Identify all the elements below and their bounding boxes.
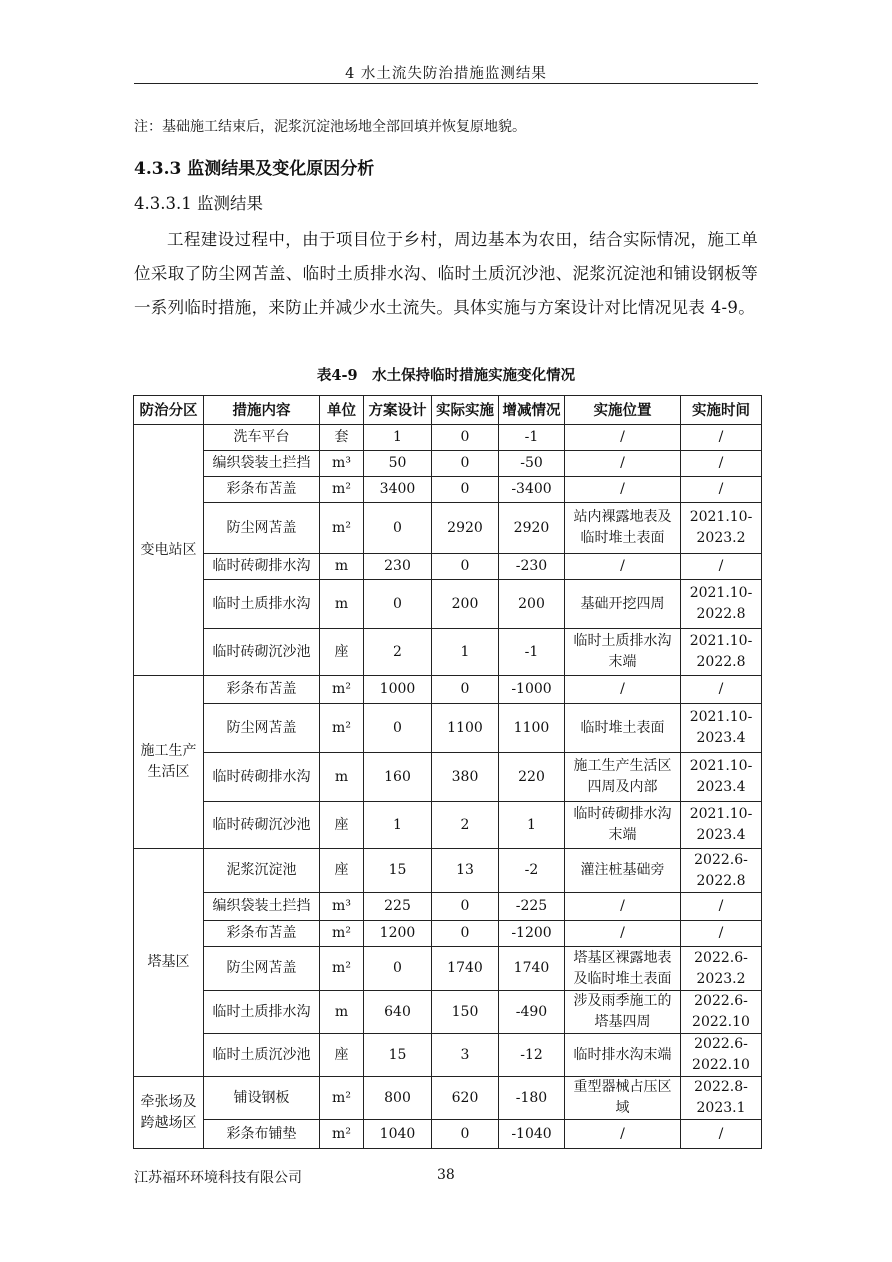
- measures-table: [133, 395, 762, 1149]
- location-cell: 灌注桩基础旁: [565, 849, 681, 893]
- time-cell: 2022.6-2022.10: [681, 991, 762, 1034]
- plan-cell: 640: [364, 991, 432, 1034]
- table-row: [134, 477, 762, 503]
- time-cell: /: [681, 425, 762, 451]
- time-cell: 2021.10-2023.4: [681, 753, 762, 802]
- plan-cell: 160: [364, 753, 432, 802]
- measure-cell: 彩条布苫盖: [204, 921, 320, 947]
- header-cell: 实施位置: [565, 396, 681, 425]
- location-cell: /: [565, 477, 681, 503]
- actual-cell: 13: [432, 849, 499, 893]
- table-caption: 表4-9 水土保持临时措施实施变化情况: [316, 367, 576, 384]
- change-cell: 2920: [499, 503, 565, 554]
- header-cell: 单位: [320, 396, 364, 425]
- plan-cell: 2: [364, 629, 432, 676]
- unit-cell: 座: [320, 849, 364, 893]
- time-cell: 2022.6-2023.2: [681, 947, 762, 991]
- measure-cell: 临时土质沉沙池: [204, 1034, 320, 1077]
- location-cell: 塔基区裸露地表及临时堆土表面: [565, 947, 681, 991]
- measure-cell: 临时土质排水沟: [204, 580, 320, 629]
- actual-cell: 0: [432, 676, 499, 704]
- location-cell: 临时砖砌排水沟末端: [565, 802, 681, 849]
- measure-cell: 临时砖砌排水沟: [204, 753, 320, 802]
- actual-cell: 380: [432, 753, 499, 802]
- change-cell: -1200: [499, 921, 565, 947]
- measure-cell: 防尘网苫盖: [204, 704, 320, 753]
- plan-cell: 1: [364, 802, 432, 849]
- plan-cell: 0: [364, 503, 432, 554]
- time-cell: /: [681, 676, 762, 704]
- actual-cell: 150: [432, 991, 499, 1034]
- time-cell: /: [681, 554, 762, 580]
- table-row: [134, 554, 762, 580]
- page-number: 38: [437, 1167, 455, 1183]
- unit-cell: m²: [320, 921, 364, 947]
- location-cell: 基础开挖四周: [565, 580, 681, 629]
- table-row: [134, 629, 762, 676]
- location-cell: /: [565, 893, 681, 921]
- change-cell: -230: [499, 554, 565, 580]
- zone-cell: 变电站区: [134, 425, 204, 676]
- time-cell: 2022.6-2022.8: [681, 849, 762, 893]
- table-row: [134, 425, 762, 451]
- measure-cell: 彩条布铺垫: [204, 1120, 320, 1149]
- actual-cell: 0: [432, 477, 499, 503]
- measure-cell: 临时砖砌沉沙池: [204, 629, 320, 676]
- plan-cell: 1: [364, 425, 432, 451]
- unit-cell: 座: [320, 802, 364, 849]
- actual-cell: 0: [432, 1120, 499, 1149]
- time-cell: 2021.10-2023.4: [681, 704, 762, 753]
- table-row: [134, 893, 762, 921]
- measure-cell: 防尘网苫盖: [204, 503, 320, 554]
- note-text: 注：基础施工结束后，泥浆沉淀池场地全部回填并恢复原地貌。: [134, 119, 526, 135]
- plan-cell: 225: [364, 893, 432, 921]
- unit-cell: m²: [320, 1077, 364, 1120]
- plan-cell: 0: [364, 947, 432, 991]
- measure-cell: 彩条布苫盖: [204, 477, 320, 503]
- actual-cell: 2: [432, 802, 499, 849]
- change-cell: -2: [499, 849, 565, 893]
- measure-cell: 铺设钢板: [204, 1077, 320, 1120]
- unit-cell: m²: [320, 477, 364, 503]
- time-cell: 2022.8-2023.1: [681, 1077, 762, 1120]
- measure-cell: 编织袋装土拦挡: [204, 451, 320, 477]
- unit-cell: m²: [320, 1120, 364, 1149]
- zone-cell: 施工生产生活区: [134, 676, 204, 849]
- change-cell: 200: [499, 580, 565, 629]
- change-cell: -490: [499, 991, 565, 1034]
- unit-cell: m²: [320, 947, 364, 991]
- actual-cell: 0: [432, 554, 499, 580]
- actual-cell: 0: [432, 893, 499, 921]
- table-row: [134, 704, 762, 753]
- measure-cell: 防尘网苫盖: [204, 947, 320, 991]
- table-row: [134, 676, 762, 704]
- header-divider: [134, 83, 758, 84]
- time-cell: /: [681, 921, 762, 947]
- actual-cell: 3: [432, 1034, 499, 1077]
- time-cell: 2021.10-2022.8: [681, 629, 762, 676]
- actual-cell: 2920: [432, 503, 499, 554]
- location-cell: 临时土质排水沟末端: [565, 629, 681, 676]
- page-header-title: 4 水土流失防治措施监测结果: [345, 66, 547, 82]
- measure-cell: 临时砖砌排水沟: [204, 554, 320, 580]
- plan-cell: 3400: [364, 477, 432, 503]
- time-cell: /: [681, 1120, 762, 1149]
- section-subheading: 4.3.3.1 监测结果: [134, 194, 263, 213]
- unit-cell: m³: [320, 451, 364, 477]
- unit-cell: m³: [320, 893, 364, 921]
- unit-cell: 座: [320, 1034, 364, 1077]
- table-row: [134, 1120, 762, 1149]
- actual-cell: 0: [432, 451, 499, 477]
- table-row: [134, 1077, 762, 1120]
- body-paragraph: 工程建设过程中，由于项目位于乡村，周边基本为农田，结合实际情况，施工单位采取了防尘网苫盖、临时土质排水沟、临时土质沉沙池、泥浆沉淀池和铺设钢板等一系列临时措施，来防止并减少水土流失。具体实施与方案设计对比情况见表 4-9。: [134, 230, 758, 317]
- header-cell: 措施内容: [204, 396, 320, 425]
- table-row: [134, 1034, 762, 1077]
- plan-cell: 0: [364, 580, 432, 629]
- measure-cell: 泥浆沉淀池: [204, 849, 320, 893]
- plan-cell: 230: [364, 554, 432, 580]
- change-cell: 220: [499, 753, 565, 802]
- location-cell: /: [565, 425, 681, 451]
- time-cell: /: [681, 477, 762, 503]
- actual-cell: 1: [432, 629, 499, 676]
- unit-cell: m²: [320, 503, 364, 554]
- time-cell: 2021.10-2023.4: [681, 802, 762, 849]
- unit-cell: m: [320, 580, 364, 629]
- actual-cell: 620: [432, 1077, 499, 1120]
- time-cell: 2021.10-2022.8: [681, 580, 762, 629]
- location-cell: 站内裸露地表及临时堆土表面: [565, 503, 681, 554]
- plan-cell: 15: [364, 1034, 432, 1077]
- location-cell: /: [565, 1120, 681, 1149]
- table-row: [134, 991, 762, 1034]
- table-row: [134, 849, 762, 893]
- change-cell: -180: [499, 1077, 565, 1120]
- table-row: [134, 753, 762, 802]
- zone-cell: 塔基区: [134, 849, 204, 1077]
- location-cell: /: [565, 554, 681, 580]
- location-cell: 临时堆土表面: [565, 704, 681, 753]
- zone-cell: 牵张场及跨越场区: [134, 1077, 204, 1149]
- table-header-row: [134, 396, 762, 425]
- unit-cell: m: [320, 753, 364, 802]
- section-heading: 4.3.3 监测结果及变化原因分析: [134, 159, 375, 179]
- actual-cell: 1100: [432, 704, 499, 753]
- location-cell: 施工生产生活区四周及内部: [565, 753, 681, 802]
- header-cell: 防治分区: [134, 396, 204, 425]
- change-cell: -50: [499, 451, 565, 477]
- actual-cell: 200: [432, 580, 499, 629]
- header-cell: 增减情况: [499, 396, 565, 425]
- plan-cell: 0: [364, 704, 432, 753]
- table-row: [134, 921, 762, 947]
- location-cell: /: [565, 451, 681, 477]
- measure-cell: 临时土质排水沟: [204, 991, 320, 1034]
- change-cell: -3400: [499, 477, 565, 503]
- header-cell: 实际实施: [432, 396, 499, 425]
- change-cell: -1040: [499, 1120, 565, 1149]
- time-cell: 2022.6-2022.10: [681, 1034, 762, 1077]
- unit-cell: m²: [320, 704, 364, 753]
- header-cell: 方案设计: [364, 396, 432, 425]
- plan-cell: 1200: [364, 921, 432, 947]
- location-cell: 涉及雨季施工的塔基四周: [565, 991, 681, 1034]
- unit-cell: m: [320, 554, 364, 580]
- unit-cell: 座: [320, 629, 364, 676]
- measure-cell: 临时砖砌沉沙池: [204, 802, 320, 849]
- change-cell: 1100: [499, 704, 565, 753]
- plan-cell: 15: [364, 849, 432, 893]
- location-cell: 临时排水沟末端: [565, 1034, 681, 1077]
- actual-cell: 0: [432, 425, 499, 451]
- change-cell: -1: [499, 629, 565, 676]
- table-row: [134, 451, 762, 477]
- change-cell: 1: [499, 802, 565, 849]
- unit-cell: 套: [320, 425, 364, 451]
- header-cell: 实施时间: [681, 396, 762, 425]
- change-cell: -1000: [499, 676, 565, 704]
- actual-cell: 1740: [432, 947, 499, 991]
- plan-cell: 800: [364, 1077, 432, 1120]
- footer-company: 江苏福环环境科技有限公司: [134, 1170, 302, 1186]
- location-cell: /: [565, 676, 681, 704]
- table-row: [134, 947, 762, 991]
- measure-cell: 彩条布苫盖: [204, 676, 320, 704]
- time-cell: /: [681, 451, 762, 477]
- change-cell: -225: [499, 893, 565, 921]
- table-row: [134, 503, 762, 554]
- plan-cell: 1040: [364, 1120, 432, 1149]
- location-cell: /: [565, 921, 681, 947]
- table-row: [134, 802, 762, 849]
- location-cell: 重型器械占压区域: [565, 1077, 681, 1120]
- time-cell: /: [681, 893, 762, 921]
- actual-cell: 0: [432, 921, 499, 947]
- plan-cell: 1000: [364, 676, 432, 704]
- unit-cell: m: [320, 991, 364, 1034]
- change-cell: 1740: [499, 947, 565, 991]
- change-cell: -12: [499, 1034, 565, 1077]
- measure-cell: 编织袋装土拦挡: [204, 893, 320, 921]
- measure-cell: 洗车平台: [204, 425, 320, 451]
- time-cell: 2021.10-2023.2: [681, 503, 762, 554]
- unit-cell: m²: [320, 676, 364, 704]
- change-cell: -1: [499, 425, 565, 451]
- plan-cell: 50: [364, 451, 432, 477]
- table-row: [134, 580, 762, 629]
